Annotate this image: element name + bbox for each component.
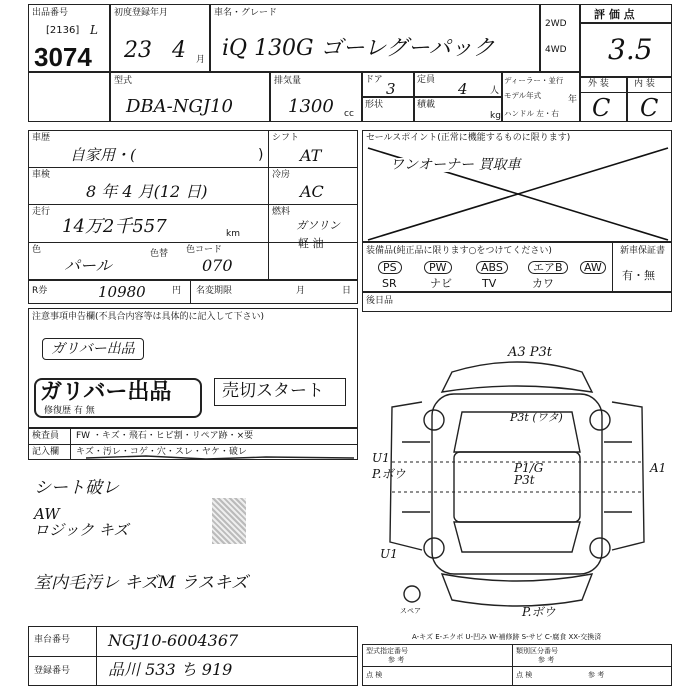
recycle-value: 10980: [98, 283, 146, 301]
color-code-value: 070: [202, 256, 233, 275]
inspect-row2-label: 記入欄: [32, 447, 60, 457]
equip-sr: SR: [382, 277, 397, 290]
later-label: 後日品: [366, 296, 394, 306]
model-value: DBA-NGJ10: [126, 96, 233, 117]
load-label: 積載: [417, 100, 436, 110]
color-code-label: 色コード: [186, 245, 223, 255]
equip-airbag: エアB: [528, 261, 568, 274]
exterior-value: C: [592, 94, 611, 122]
drive-box: [540, 4, 580, 72]
ref-label: 参 考: [388, 656, 405, 664]
name-value: iQ 130G ゴーレグーパック: [222, 36, 495, 61]
shift-value: AT: [300, 146, 322, 165]
model-label: 型式: [114, 76, 133, 86]
recycle-label: R券: [32, 286, 48, 296]
stamp-start: 売切スタート: [222, 381, 324, 401]
shift-label: シフト: [272, 133, 300, 143]
footer-instruct-label: 点 検: [516, 671, 533, 679]
disp-value: 1300: [288, 96, 334, 117]
equip-pw: PW: [424, 261, 452, 274]
recycle-unit: 円: [172, 286, 182, 296]
equip-tv: TV: [482, 277, 497, 290]
stamp-gulliver: ガリバー出品: [40, 380, 172, 405]
shape-label: 形状: [365, 100, 384, 110]
diag-note-bottom: P.ボウ: [522, 605, 556, 619]
ac-label: 冷房: [272, 170, 291, 180]
lot-number: 3074: [34, 42, 92, 72]
ref-label2: 参 考: [538, 656, 555, 664]
remark-line2b: ロジック キズ: [34, 521, 129, 539]
reg-label: 初度登録年月: [114, 8, 169, 18]
selling-note: ワンオーナー 買取車: [390, 157, 521, 173]
dealer-label: ディーラー・並行: [504, 76, 564, 85]
class-label: 類別区分番号: [516, 647, 558, 655]
inspect-row2-items: キズ・汚レ・コゲ・穴・スレ・ヤケ・破レ: [76, 447, 247, 457]
notes-label: 注意事項申告欄(不具合内容等は具体的に記入して下さい): [32, 312, 265, 322]
equip-ps: PS: [378, 261, 402, 274]
interior-value: C: [640, 94, 659, 122]
equipment-label: 装備品(純正品に限ります○をつけてください): [366, 246, 552, 256]
model-year-label: モデル年式: [504, 91, 542, 100]
chassis-value: NGJ10-6004367: [108, 631, 239, 650]
lot-sub: [2136]: [46, 25, 80, 36]
reg-month-unit: 月: [196, 55, 206, 65]
recycle-row: [28, 280, 358, 304]
mileage-unit: km: [226, 229, 240, 239]
load-unit: kg: [490, 111, 501, 121]
ac-value: AC: [300, 182, 324, 201]
color-swap-label: 色替: [150, 249, 169, 259]
interior-label: 内 装: [634, 79, 655, 89]
lot-lower-box: [28, 72, 110, 122]
footer-inspect-label: 点 検: [366, 671, 383, 679]
inspect-row1-items: FW ・キズ・飛石・ヒビ割・リペア跡・×要: [76, 431, 254, 441]
fuel-diesel: 軽 油: [298, 237, 324, 250]
disp-unit: cc: [344, 109, 354, 119]
color-label: 色: [32, 245, 42, 255]
equip-leather: カワ: [532, 277, 554, 290]
inspect-label: 車検: [32, 170, 51, 180]
cap-unit: 人: [490, 86, 500, 96]
warranty-value: 有・無: [622, 269, 655, 282]
later-box: [362, 292, 672, 312]
diag-note-right: A1: [650, 461, 667, 475]
disp-label: 排気量: [274, 76, 302, 86]
diag-spare: スペア: [400, 607, 421, 615]
mileage-label: 走行: [32, 207, 51, 217]
door-value: 3: [386, 80, 396, 98]
history-label: 車歴: [32, 133, 51, 143]
name-label: 車名・グレード: [214, 8, 278, 18]
footer-color-label: 参 考: [588, 671, 605, 679]
drive-4wd: 4WD: [545, 45, 567, 55]
remark-line1: シート破レ: [34, 478, 119, 498]
inspect-strike: [86, 452, 356, 464]
inspect-value: 8 年 4 月(12 日): [86, 182, 208, 201]
equip-aw: AW: [580, 261, 606, 274]
selling-label: セールスポイント(正常に機能するものに限ります): [366, 133, 571, 143]
cap-label: 定員: [417, 75, 436, 85]
diag-note-roof: P3t (ワタ): [510, 411, 563, 424]
grade-title: 評 価 点: [594, 8, 635, 21]
diag-note-left1: U1: [372, 451, 390, 465]
reg-no-label: 登録番号: [34, 666, 71, 676]
equip-abs: ABS: [476, 261, 508, 274]
equip-navi: ナビ: [430, 277, 452, 290]
exterior-label: 外 装: [588, 79, 609, 89]
remark-line3: 室内毛汚レ キズM ラスキズ: [34, 573, 249, 593]
reg-month: 4: [172, 38, 186, 63]
grade-value: 3.5: [608, 33, 653, 66]
chassis-label: 車台番号: [34, 635, 71, 645]
month-unit: 月: [296, 286, 306, 296]
diag-note-center: P1/G P3t: [514, 461, 544, 487]
diag-note-left3: U1: [380, 547, 398, 561]
diag-note-top: A3 P3t: [508, 345, 553, 360]
remark-line2a: AW: [34, 505, 60, 523]
fuel-gas: ガソリン: [296, 219, 340, 232]
reg-year: 23: [124, 38, 152, 63]
inspect-row1-label: 検査員: [32, 431, 60, 441]
lot-mark: L: [90, 23, 98, 37]
cap-value: 4: [458, 80, 468, 98]
diag-note-left2: P.ボウ: [372, 467, 406, 481]
lot-label: 出品番号: [32, 8, 69, 18]
color-value: パール: [64, 256, 112, 275]
day-unit: 日: [342, 286, 352, 296]
door-label: ドア: [365, 75, 383, 85]
mileage-value: 14万2千557: [62, 216, 167, 237]
fuel-label: 燃料: [272, 207, 291, 217]
warranty-label: 新車保証書: [620, 246, 666, 256]
handle-label: ハンドル 左・右: [504, 109, 559, 118]
stamp-sub: 修復歴 有 無: [44, 406, 95, 416]
reg-no-value: 品川 533 ち 919: [108, 660, 233, 679]
name-change-label: 名変期限: [196, 286, 233, 296]
year-unit: 年: [568, 95, 578, 105]
notes-handwritten: ガリバー出品: [42, 338, 144, 360]
history-value: 自家用・(: [70, 146, 136, 164]
model-cert-label: 型式指定番号: [366, 647, 408, 655]
history-close: ): [258, 147, 264, 163]
drive-2wd: 2WD: [545, 19, 567, 29]
smudge: [212, 498, 246, 544]
diag-legend: A-キズ E-エクボ U-凹み W-補修跡 S-サビ C-腐食 XX-交換済: [412, 633, 602, 641]
